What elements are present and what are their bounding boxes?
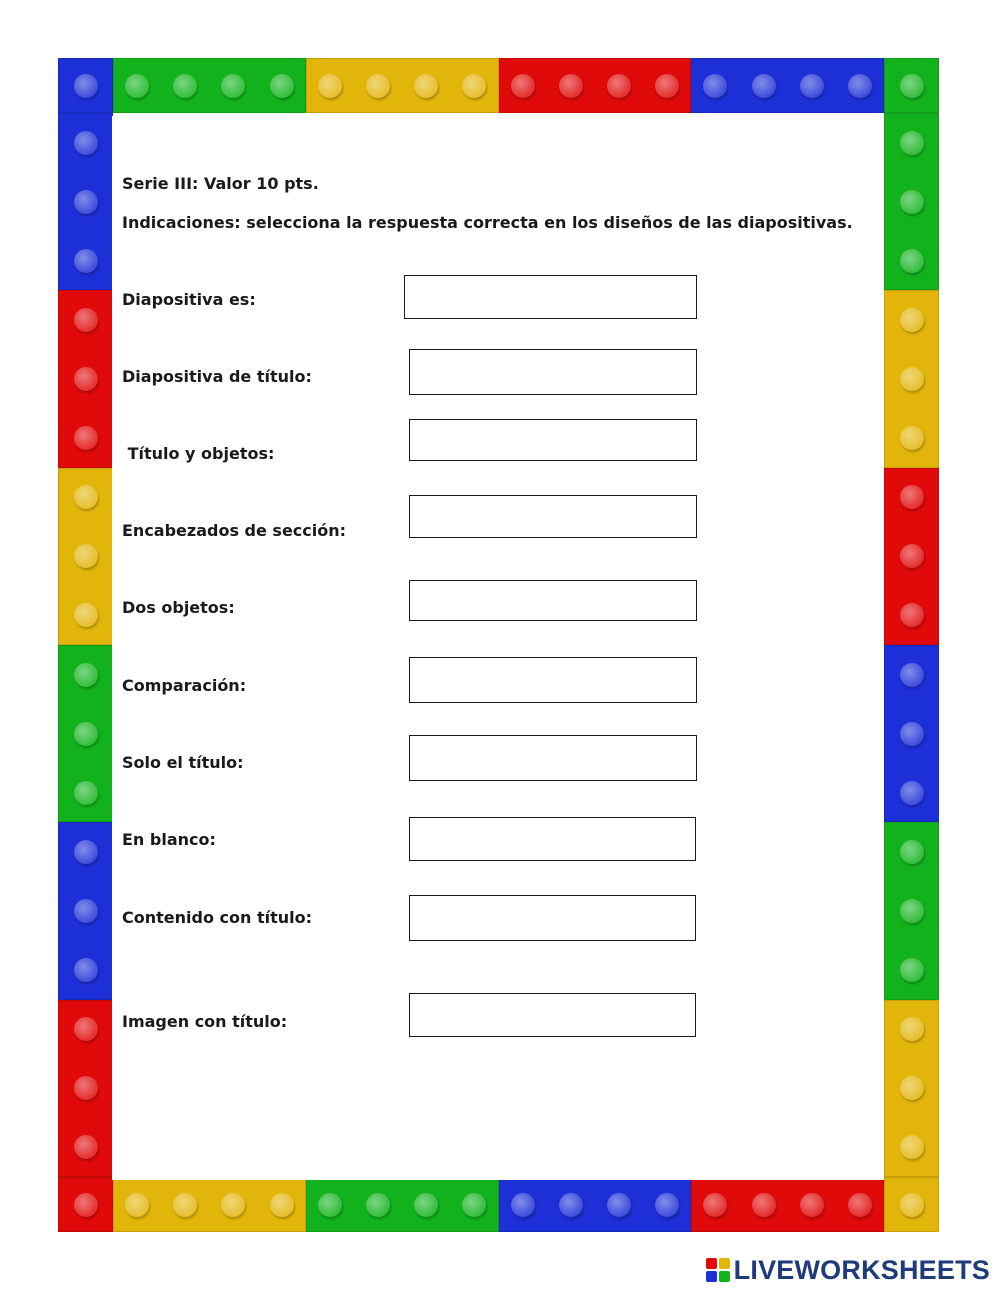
left-brick — [58, 290, 113, 467]
brick-stud — [511, 74, 535, 98]
right-brick — [884, 1000, 939, 1177]
brick-stud — [318, 1193, 342, 1217]
brick-stud — [900, 781, 924, 805]
brick-stud — [900, 190, 924, 214]
answer-box-diapositiva-es[interactable] — [404, 275, 697, 319]
answer-box-imagen-con-titulo[interactable] — [409, 993, 696, 1037]
brick-stud — [900, 544, 924, 568]
answer-box-en-blanco[interactable] — [409, 817, 696, 861]
brick-stud — [74, 899, 98, 923]
liveworksheets-brand — [706, 1255, 990, 1285]
brick-stud — [125, 1193, 149, 1217]
brick-stud — [900, 426, 924, 450]
right-brick — [884, 290, 939, 467]
question-label: En blanco: — [122, 830, 216, 849]
answer-box-dos-objetos[interactable] — [409, 580, 697, 621]
brick-stud — [900, 1076, 924, 1100]
brick-stud — [559, 74, 583, 98]
corner-brick — [884, 58, 939, 113]
instructions-text: Indicaciones: selecciona la respuesta correcta en los diseños de las diapositivas. — [122, 213, 853, 232]
brick-stud — [900, 1135, 924, 1159]
brick-stud — [462, 74, 486, 98]
top-brick — [113, 58, 306, 113]
brick-stud — [74, 544, 98, 568]
question-label: Dos objetos: — [122, 598, 235, 617]
brick-stud — [900, 367, 924, 391]
brick-stud — [900, 958, 924, 982]
brick-stud — [74, 603, 98, 627]
brick-stud — [607, 1193, 631, 1217]
left-brick — [58, 468, 113, 645]
brick-stud — [559, 1193, 583, 1217]
top-brick — [499, 58, 692, 113]
brick-stud — [848, 74, 872, 98]
brick-stud — [703, 1193, 727, 1217]
brick-stud — [752, 1193, 776, 1217]
corner-brick — [58, 58, 113, 113]
brick-stud — [900, 603, 924, 627]
left-brick — [58, 645, 113, 822]
brick-stud — [900, 1193, 924, 1217]
brick-stud — [74, 663, 98, 687]
answer-box-diapositiva-de-titulo[interactable] — [409, 349, 697, 395]
brick-stud — [900, 249, 924, 273]
brick-stud — [414, 1193, 438, 1217]
brick-stud — [462, 1193, 486, 1217]
brick-stud — [74, 367, 98, 391]
answer-box-titulo-y-objetos[interactable] — [409, 419, 697, 461]
brick-stud — [74, 781, 98, 805]
brick-stud — [74, 722, 98, 746]
brand-name: LIVEWORKSHEETS — [733, 1254, 990, 1285]
liveworksheets-logo-icon — [706, 1258, 730, 1282]
answer-box-contenido-con-titulo[interactable] — [409, 895, 696, 941]
question-label: Título y objetos: — [122, 444, 275, 463]
brick-stud — [366, 1193, 390, 1217]
brick-stud — [800, 1193, 824, 1217]
question-label: Encabezados de sección: — [122, 521, 347, 540]
brick-stud — [74, 74, 98, 98]
bottom-brick — [113, 1177, 306, 1232]
brick-stud — [173, 1193, 197, 1217]
left-brick — [58, 822, 113, 999]
question-label: Contenido con título: — [122, 908, 312, 927]
brick-stud — [414, 74, 438, 98]
brick-stud — [74, 131, 98, 155]
right-brick — [884, 113, 939, 290]
bottom-brick — [499, 1177, 692, 1232]
brick-stud — [221, 74, 245, 98]
right-brick — [884, 822, 939, 999]
brick-stud — [900, 899, 924, 923]
left-brick — [58, 113, 113, 290]
brick-stud — [74, 190, 98, 214]
brick-stud — [800, 74, 824, 98]
brick-stud — [74, 249, 98, 273]
brick-stud — [74, 1017, 98, 1041]
answer-box-solo-el-titulo[interactable] — [409, 735, 697, 781]
brick-stud — [74, 1076, 98, 1100]
question-label: Solo el título: — [122, 753, 244, 772]
brick-stud — [270, 74, 294, 98]
brick-stud — [221, 1193, 245, 1217]
question-label: Imagen con título: — [122, 1012, 288, 1031]
brick-stud — [74, 1193, 98, 1217]
brick-stud — [655, 74, 679, 98]
left-brick — [58, 1000, 113, 1177]
brick-stud — [74, 308, 98, 332]
brick-stud — [900, 308, 924, 332]
question-label: Diapositiva es: — [122, 290, 256, 309]
corner-brick — [884, 1177, 939, 1232]
answer-box-encabezados-de-seccion[interactable] — [409, 495, 697, 538]
brick-stud — [848, 1193, 872, 1217]
brick-stud — [173, 74, 197, 98]
brick-stud — [607, 74, 631, 98]
brick-stud — [125, 74, 149, 98]
brick-stud — [270, 1193, 294, 1217]
brick-stud — [900, 663, 924, 687]
brick-stud — [74, 426, 98, 450]
brick-stud — [900, 840, 924, 864]
right-brick — [884, 645, 939, 822]
brick-stud — [900, 131, 924, 155]
corner-brick — [58, 1177, 113, 1232]
brick-stud — [900, 722, 924, 746]
brick-stud — [74, 1135, 98, 1159]
brick-stud — [74, 485, 98, 509]
question-label: Diapositiva de título: — [122, 367, 312, 386]
right-brick — [884, 468, 939, 645]
brick-stud — [511, 1193, 535, 1217]
brick-stud — [900, 74, 924, 98]
bottom-brick — [306, 1177, 499, 1232]
top-brick — [306, 58, 499, 113]
brick-stud — [655, 1193, 679, 1217]
top-brick — [691, 58, 884, 113]
brick-stud — [74, 840, 98, 864]
brick-stud — [318, 74, 342, 98]
brick-stud — [703, 74, 727, 98]
bottom-brick — [691, 1177, 884, 1232]
brick-stud — [74, 958, 98, 982]
brick-stud — [366, 74, 390, 98]
serie-heading: Serie III: Valor 10 pts. — [122, 174, 319, 193]
brick-stud — [900, 1017, 924, 1041]
answer-box-comparacion[interactable] — [409, 657, 697, 703]
brick-stud — [752, 74, 776, 98]
question-label: Comparación: — [122, 676, 247, 695]
brick-stud — [900, 485, 924, 509]
